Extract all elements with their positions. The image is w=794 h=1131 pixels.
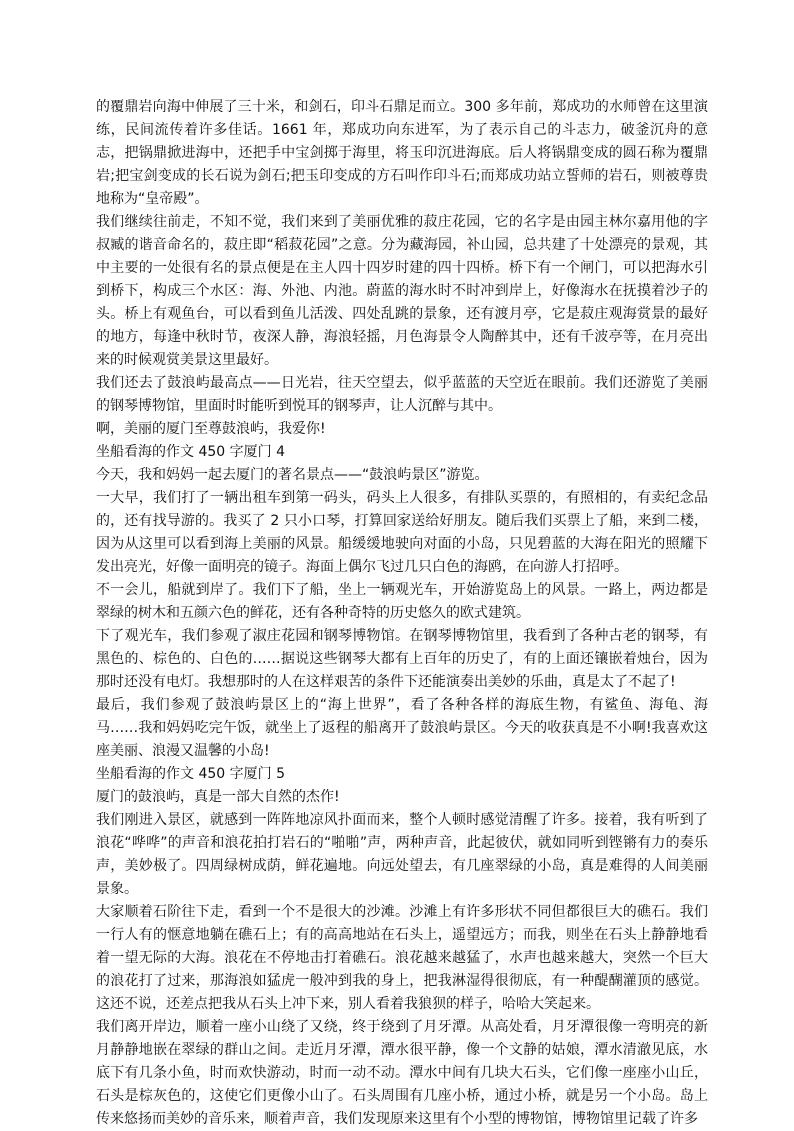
section-heading: 坐船看海的作文 450 字厦门 4 (96, 444, 285, 460)
paragraph: 最后，我们参观了鼓浪屿景区上的“海上世界”，看了各种各样的海底生物，有鲨鱼、海龟、海马……我和妈妈吃完午饭，就坐上了返程的船离开了鼓浪屿景区。今天的收获真是不小啊!我喜欢这座美丽、浪漫又温馨的小岛! (96, 697, 708, 759)
section-heading: 坐船看海的作文 450 字厦门 5 (96, 766, 285, 782)
paragraph: 厦门的鼓浪屿，真是一部大自然的杰作! (96, 789, 340, 805)
paragraph: 一大早，我们打了一辆出租车到第一码头，码头上人很多，有排队买票的，有照相的，有卖纪念品的，还有找导游的。我买了 2 只小口琴，打算回家送给好朋友。随后我们买票上了船，来到二楼，因为从这里可以看到海上美丽的风景。船缓缓地驶向对面的小岛，只见碧蓝的大海在阳光的照耀下发出亮光，好像一面明亮的镜子。海面上偶尔飞过几只白色的海鸥，在向游人打招呼。 (96, 490, 708, 575)
paragraph: 啊，美丽的厦门至尊鼓浪屿，我爱你! (96, 421, 326, 437)
paragraph: 我们离开岸边，顺着一座小山绕了又绕，终于绕到了月牙潭。从高处看，月牙潭很像一弯明亮的新月静静地嵌在翠绿的群山之间。走近月牙潭，潭水很平静，像一个文静的姑娘，潭水清澈见底，水底下有几条小鱼，时而欢快游动，时而一动不动。潭水中间有几块大石头，它们像一座座小山丘，石头是棕灰色的，这使它们更像小山了。石头周围有几座小桥，通过小桥，就是另一个小岛。岛上传来悠扬而美妙的音乐来，顺着声音，我们发现原来这里有个小型的博物馆，博物馆里记载了许多 (96, 1019, 708, 1127)
paragraph: 的覆鼎岩向海中伸展了三十米，和剑石，印斗石鼎足而立。300 多年前，郑成功的水师曾在这里演练，民间流传着许多佳话。1661 年，郑成功向东进军，为了表示自己的斗志力，破釜沉舟的意志，把锅鼎掀进海中，还把手中宝剑掷于海里，将玉印沉进海底。后人将锅鼎变成的圆石称为覆鼎岩;把宝剑变成的长石说为剑石;把玉印变成的方石叫作印斗石;而郑成功站立誓师的岩石，则被尊贵地称为“皇帝殿”。 (96, 99, 708, 207)
paragraph: 我们刚进入景区，就感到一阵阵地凉风扑面而来，整个人顿时感觉清醒了许多。接着，我有听到了浪花“哗哗”的声音和浪花拍打岩石的“啪啪”声，两种声音，此起彼伏，就如同听到铿锵有力的奏乐声，美妙极了。四周绿树成荫，鲜花遍地。向远处望去，有几座翠绿的小岛，真是难得的人间美丽景象。 (96, 812, 708, 897)
paragraph: 我们还去了鼓浪屿最高点——日光岩，往天空望去，似乎蓝蓝的天空近在眼前。我们还游览了美丽的钢琴博物馆，里面时时能听到悦耳的钢琴声，让人沉醉与其中。 (96, 375, 708, 414)
paragraph: 我们继续往前走，不知不觉，我们来到了美丽优雅的菽庄花园，它的名字是由园主林尔嘉用他的字叔臧的谐音命名的，菽庄即“稻菽花园”之意。分为藏海园，补山园，总共建了十处漂亮的景观，其中主要的一处很有名的景点便是在主人四十四岁时建的四十四桥。桥下有一个闸门，可以把海水引到桥下，构成三个水区：海、外池、内池。蔚蓝的海水时不时冲到岸上，好像海水在抚摸着沙子的头。桥上有观鱼台，可以看到鱼儿活泼、四处乱跳的景象，还有渡月亭，它是菽庄观海赏景的最好的地方，每逢中秋时节，夜深人静，海浪轻摇，月色海景令人陶醉其中，还有千波亭等，在月亮出来的时候观赏美景这里最好。 (96, 214, 708, 368)
paragraph: 不一会儿，船就到岸了。我们下了船，坐上一辆观光车，开始游览岛上的风景。一路上，两边都是翠绿的树木和五颜六色的鲜花，还有各种奇特的历史悠久的欧式建筑。 (96, 582, 708, 621)
paragraph: 下了观光车，我们参观了淑庄花园和钢琴博物馆。在钢琴博物馆里，我看到了各种古老的钢琴，有黑色的、棕色的、白色的……据说这些钢琴大都有上百年的历史了，有的上面还镶嵌着烛台，因为那时还没有电灯。我想那时的人在这样艰苦的条件下还能演奏出美妙的乐曲，真是太了不起了! (96, 628, 708, 690)
paragraph: 今天，我和妈妈一起去厦门的著名景点——“鼓浪屿景区”游览。 (96, 467, 489, 483)
paragraph: 大家顺着石阶往下走，看到一个不是很大的沙滩。沙滩上有许多形状不同但都很巨大的礁石。我们一行人有的惬意地躺在礁石上；有的高高地站在石头上，遥望远方；而我，则坐在石头上静静地看着一望无际的大海。浪花在不停地击打着礁石。浪花越来越猛了，水声也越来越大，突然一个巨大的浪花打了过来，那海浪如猛虎一般冲到我的身上，把我淋湿得很彻底，有一种醍醐灌顶的感觉。这还不说，还差点把我从石头上冲下来，别人看着我狼狈的样子，哈哈大笑起来。 (96, 904, 708, 1012)
document-page (96, 96, 708, 1131)
